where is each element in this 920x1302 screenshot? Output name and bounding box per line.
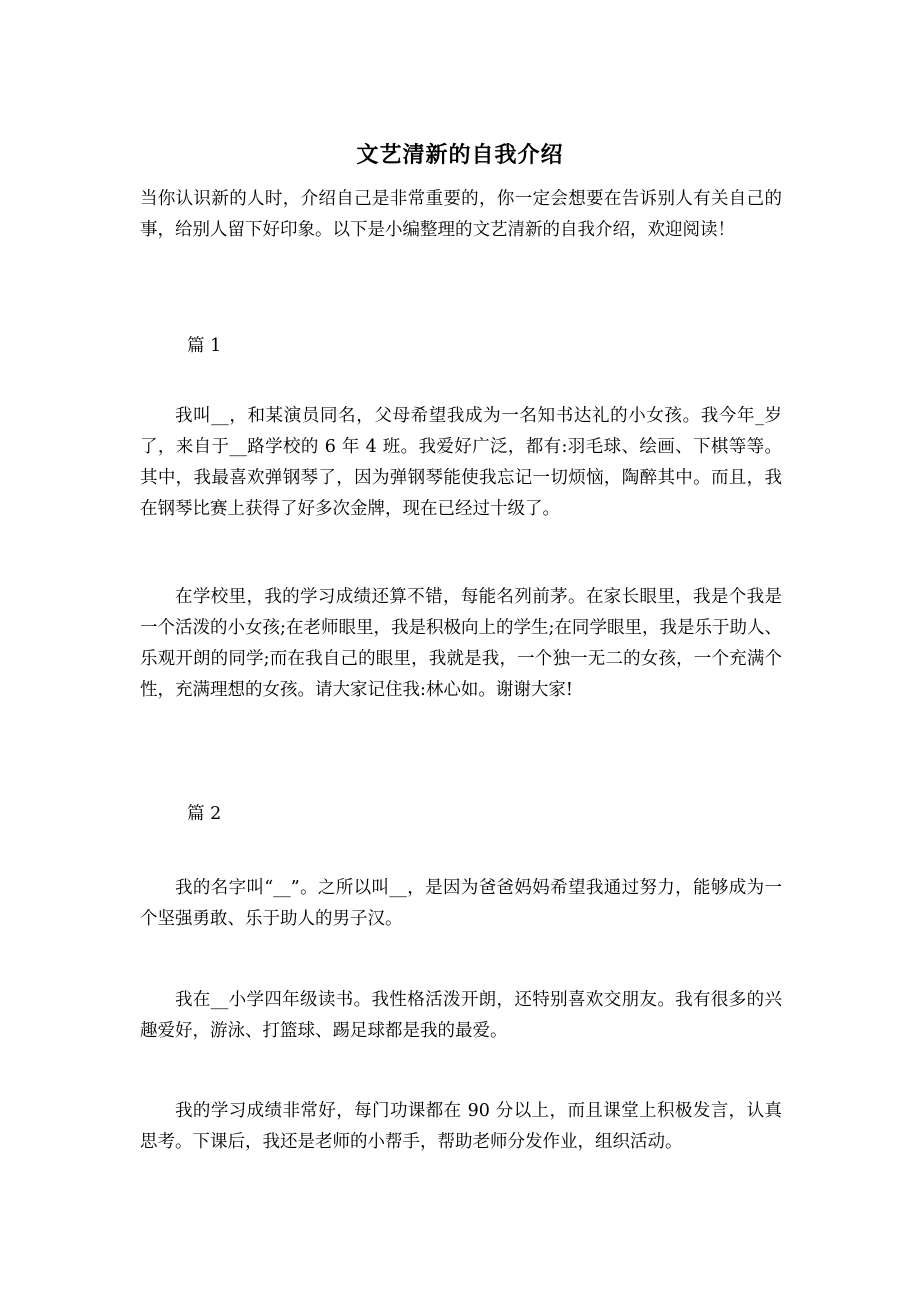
section-heading-2: 篇 2 bbox=[187, 804, 222, 824]
document-title: 文艺清新的自我介绍 bbox=[356, 142, 564, 168]
section-1-paragraph-2: 在学校里，我的学习成绩还算不错，每能名列前茅。在家长眼里，我是个我是一个活泼的小女孩;在老师眼里，我是积极向上的学生;在同学眼里，我是乐于助人、乐观开朗的同学;而在我自己的眼里，我就是我，一个独一无二的女孩，一个充满个性，充满理想的女孩。请大家记住我:林心如。谢谢大家! bbox=[140, 587, 782, 700]
section-2-paragraph-1: 我的名字叫“__”。之所以叫__，是因为爸爸妈妈希望我通过努力，能够成为一个坚强勇敢、乐于助人的男子汉。 bbox=[140, 878, 782, 929]
section-2-paragraph-2: 我在__小学四年级读书。我性格活泼开朗，还特别喜欢交朋友。我有很多的兴趣爱好，游泳、打篮球、踢足球都是我的最爱。 bbox=[140, 990, 782, 1041]
section-1-paragraph-1: 我叫__，和某演员同名，父母希望我成为一名知书达礼的小女孩。我今年_岁了，来自于__路学校的 6 年 4 班。我爱好广泛，都有:羽毛球、绘画、下棋等等。其中，我最喜欢弹钢琴了，因为弹钢琴能使我忘记一切烦恼，陶醉其中。而且，我在钢琴比赛上获得了好多次金牌，现在已经过十级了。 bbox=[140, 406, 782, 519]
section-heading-1: 篇 1 bbox=[187, 336, 222, 356]
intro-paragraph: 当你认识新的人时，介绍自己是非常重要的，你一定会想要在告诉别人有关自己的事，给别人留下好印象。以下是小编整理的文艺清新的自我介绍，欢迎阅读！ bbox=[140, 189, 782, 240]
section-2-paragraph-3: 我的学习成绩非常好，每门功课都在 90 分以上，而且课堂上积极发言，认真思考。下课后，我还是老师的小帮手，帮助老师分发作业，组织活动。 bbox=[140, 1101, 782, 1152]
